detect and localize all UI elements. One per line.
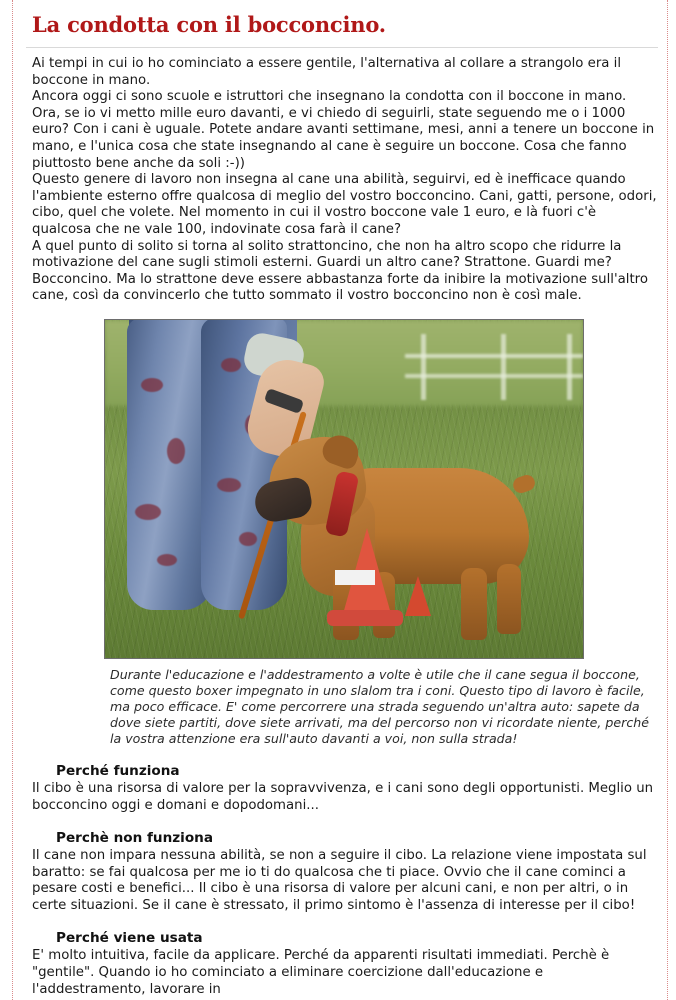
training-cone-base [327,610,403,626]
title-divider [26,47,658,48]
fence-icon [405,340,583,402]
section-heading: Perché viene usata [56,930,203,947]
dog-rear-leg [461,568,487,640]
paragraph-3: Questo genere di lavoro non insegna al cane una abilità, seguirvi, ed è inefficace quando l'ambiente esterno offre qualcosa di meglio del vostro bocconcino. Cani, gatti, persone, odori, cibo, quel che volete. Nel momento in cui il vostro boccone vale 1 euro, e là fuori c'è qualcosa che ne vale 100, indovinate cosa farà il cane? [32,172,657,237]
dog-training-photo [104,319,584,659]
fence-post-icon [501,334,506,400]
section-perche-non-funziona [32,830,658,914]
figure-caption: Durante l'educazione e l'addestramento a volte è utile che il cane segua il boccone, come questo boxer impegnato in uno slalom tra i coni. Questo tipo di lavoro è facile, ma poco efficace. E' come percorrere una strada seguendo un'altra auto: sapete da dove siete partiti, dove siete arrivati, ma del percorso non vi ricordate niente, perché la vostra attenzione era sull'auto davanti a voi, non sulla strada! [110,666,649,746]
training-cone-secondary [405,576,431,616]
dog-rear-leg [497,564,521,634]
page-title: La condotta con il bocconcino. [32,12,386,37]
section-body: Il cibo è una risorsa di valore per la sopravvivenza, e i cani sono degli opportunisti. Meglio un bocconcino oggi e domani e dopodomani... [32,780,654,813]
section-heading: Perchè non funziona [56,830,214,847]
paragraph-2: Ancora oggi ci sono scuole e istruttori che insegnano la condotta con il boccone in mano. Ora, se io vi metto mille euro davanti, e vi chiedo di seguirli, state seguendo me o i 1000 euro? Con i cani è uguale. Potete andare avanti settimane, mesi, anni a tenere un boccone in mano, e l'unica cosa che state insegnando al cane è seguire un boccone. Cosa che fanno piuttosto bene anche da soli :-)) [32,89,655,171]
section-body: E' molto intuitiva, facile da applicare. Perché da apparenti risultati immediati. Perchè è "gentile". Quando io ho cominciato a eliminare coercizione dall'educazione e l'addestramento, lavorare in [32,948,610,997]
section-perche-viene-usata [32,930,658,998]
training-cone-stripe [335,570,375,585]
fence-post-icon [421,334,426,400]
article-body [32,56,658,305]
article-figure [104,319,658,747]
paragraph-4: A quel punto di solito si torna al solito strattoncino, che non ha altro scopo che ridurre la motivazione del cane sugli stimoli esterni. Guardi un altro cane? Strattone. Guardi me? Bocconcino. Ma lo strattone deve essere abbastanza forte da inibire la motivazione sull'altro cane, così da convincerlo che tutto sommato il vostro bocconcino non è così male. [32,238,648,304]
fence-post-icon [567,334,572,400]
section-perche-funziona [32,763,658,814]
section-heading: Perché funziona [56,762,180,779]
section-body: Il cane non impara nessuna abilità, se non a seguire il cibo. La relazione viene impostata sul baratto: se fai qualcosa per me io ti do qualcosa che ti piace. Ovvio che il cane cominci a pesare costi e benefici... Il cibo è una risorsa di valore per alcuni cani, e non per altri, o in certe situazioni. Se il cane è stressato, il primo sintomo è l'assenza di interesse per il cibo! [32,848,647,913]
paragraph-1: Ai tempi in cui io ho cominciato a essere gentile, l'alternativa al collare a strangolo era il boccone in mano. [32,56,622,88]
